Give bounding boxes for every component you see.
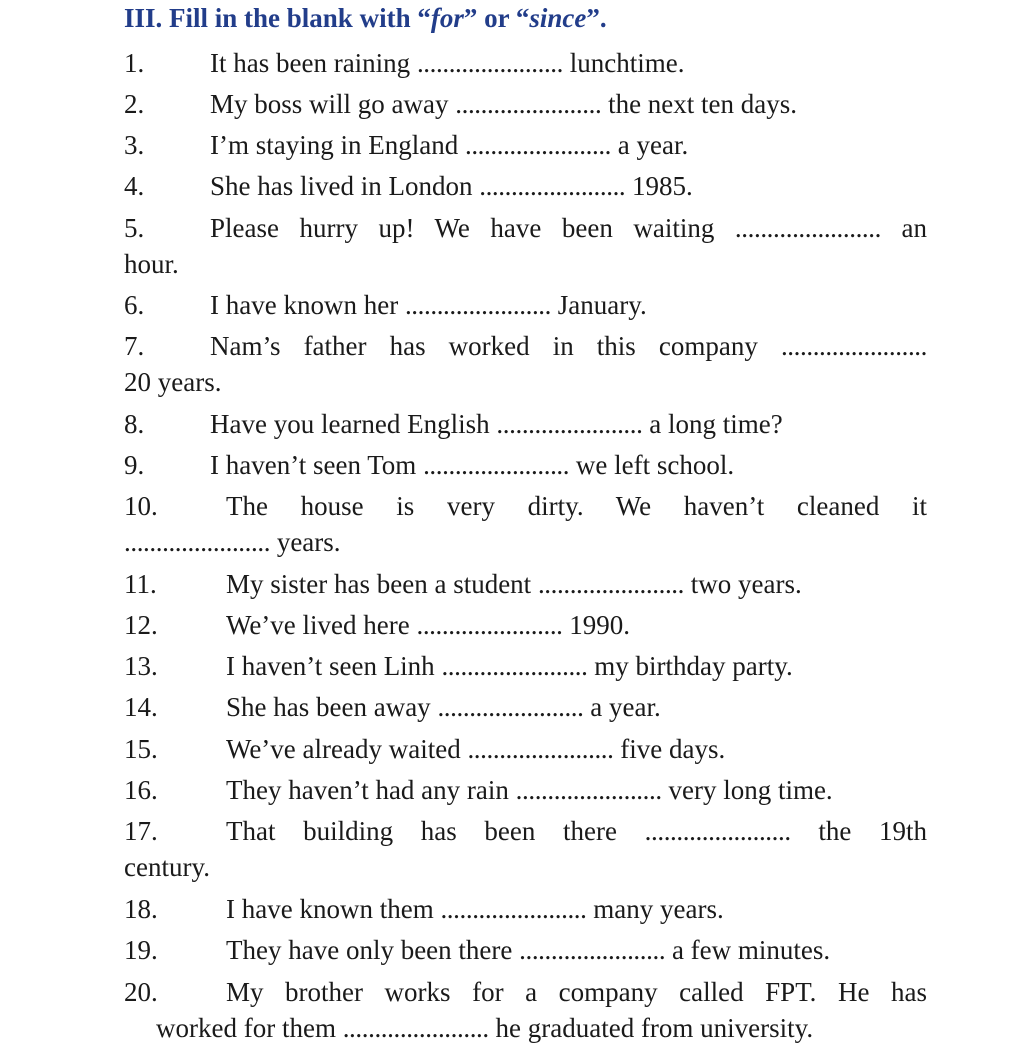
item-continuation — [124, 1010, 927, 1046]
exercise-item-1 — [124, 45, 927, 81]
answer-blank[interactable]: ....................... — [416, 610, 563, 640]
exercise-item-17 — [124, 813, 927, 885]
item-number: 3. — [124, 130, 145, 160]
item-text-after: a long time? — [649, 409, 783, 439]
item-number: 10. — [124, 491, 158, 521]
heading-prefix: III. Fill in the blank with “ — [124, 3, 431, 33]
exercise-item-11 — [124, 566, 927, 602]
item-sentence — [210, 447, 927, 483]
answer-blank[interactable]: ....................... — [441, 651, 588, 681]
item-sentence — [226, 566, 927, 602]
item-text-before: Please hurry up! We have been waiting — [210, 213, 715, 243]
item-number: 18. — [124, 894, 158, 924]
item-text-after: we left school. — [575, 450, 735, 480]
exercise-item-6 — [124, 287, 927, 323]
exercise-item-9 — [124, 447, 927, 483]
item-text-after: many years. — [593, 894, 724, 924]
exercise-item-7 — [124, 328, 927, 400]
item-text-after: years. — [276, 527, 341, 557]
item-number: 5. — [124, 213, 145, 243]
item-text-before: I have known them — [226, 894, 434, 924]
item-sentence — [210, 287, 927, 323]
answer-blank[interactable]: ....................... — [437, 692, 584, 722]
item-text-after: January. — [557, 290, 647, 320]
item-sentence — [226, 772, 927, 808]
exercise-item-12 — [124, 607, 927, 643]
item-sentence — [226, 891, 927, 927]
item-text-after: a year. — [590, 692, 661, 722]
answer-blank[interactable]: ....................... — [479, 171, 626, 201]
item-number: 6. — [124, 290, 145, 320]
item-text-after: very long time. — [668, 775, 833, 805]
item-text-after: the 19th — [818, 816, 928, 846]
item-number: 11. — [124, 569, 157, 599]
item-text-after: 1985. — [632, 171, 693, 201]
answer-blank[interactable]: ....................... — [519, 935, 666, 965]
item-number: 16. — [124, 775, 158, 805]
heading-middle: ” or “ — [463, 3, 530, 33]
item-text-before: My sister has been a student — [226, 569, 532, 599]
item-text-before: Have you learned English — [210, 409, 490, 439]
answer-blank[interactable]: ....................... — [416, 48, 563, 78]
item-sentence — [210, 406, 927, 442]
exercise-item-2 — [124, 86, 927, 122]
item-text-before: I’m staying in England — [210, 130, 459, 160]
exercise-item-15 — [124, 731, 927, 767]
item-number: 12. — [124, 610, 158, 640]
item-text-before: The house is very dirty. We haven’t cleaned it — [226, 491, 927, 521]
item-sentence — [210, 127, 927, 163]
answer-blank[interactable]: ....................... — [455, 89, 602, 119]
item-text-after: 1990. — [569, 610, 631, 640]
answer-blank[interactable]: ....................... — [780, 331, 927, 361]
item-sentence — [226, 731, 927, 767]
exercise-heading — [124, 0, 607, 38]
item-text-before: We’ve lived here — [226, 610, 410, 640]
item-number: 13. — [124, 651, 158, 681]
item-text-before: They haven’t had any rain — [226, 775, 509, 805]
exercise-item-19 — [124, 932, 927, 968]
item-text-before: Nam’s father has worked in this company — [210, 331, 758, 361]
item-sentence — [226, 488, 927, 524]
item-number: 9. — [124, 450, 145, 480]
item-number: 4. — [124, 171, 145, 201]
item-number: 7. — [124, 331, 145, 361]
answer-blank[interactable]: ....................... — [515, 775, 662, 805]
item-number: 1. — [124, 48, 145, 78]
item-text-before: That building has been there — [226, 816, 617, 846]
answer-blank[interactable]: ....................... — [537, 569, 684, 599]
answer-blank[interactable]: ....................... — [464, 130, 612, 160]
item-sentence — [226, 974, 927, 1010]
item-text-after: five days. — [620, 734, 726, 764]
item-number: 17. — [124, 816, 158, 846]
item-sentence — [210, 210, 927, 246]
item-sentence — [226, 689, 927, 725]
item-text-before: My boss will go away — [210, 89, 449, 119]
answer-blank[interactable]: ....................... — [342, 1013, 489, 1043]
item-continuation-text: worked for them — [156, 1013, 336, 1043]
exercise-item-4 — [124, 168, 927, 204]
answer-blank[interactable]: ....................... — [124, 527, 271, 557]
answer-blank[interactable]: ....................... — [496, 409, 643, 439]
exercise-item-18 — [124, 891, 927, 927]
exercise-item-10 — [124, 488, 927, 560]
item-text-before: She has been away — [226, 692, 431, 722]
exercise-item-16 — [124, 772, 927, 808]
item-text-after: an — [901, 213, 927, 243]
heading-suffix: ”. — [586, 3, 607, 33]
item-continuation — [124, 524, 927, 560]
exercise-item-5 — [124, 210, 927, 282]
item-sentence — [210, 45, 927, 81]
item-number: 2. — [124, 89, 145, 119]
item-number: 20. — [124, 977, 158, 1007]
item-text-after: a year. — [617, 130, 689, 160]
item-text-before: They have only been there — [226, 935, 513, 965]
item-number: 15. — [124, 734, 158, 764]
item-sentence — [226, 813, 927, 849]
heading-word-since: since — [529, 3, 587, 33]
answer-blank[interactable]: ....................... — [404, 290, 551, 320]
exercise-item-14 — [124, 689, 927, 725]
answer-blank[interactable]: ....................... — [644, 816, 791, 846]
item-text-after: lunchtime. — [569, 48, 685, 78]
item-text-after: the next ten days. — [608, 89, 798, 119]
item-text-before: I haven’t seen Tom — [210, 450, 417, 480]
item-sentence — [226, 648, 927, 684]
item-text-after: two years. — [690, 569, 802, 599]
item-text-before: I haven’t seen Linh — [226, 651, 435, 681]
item-sentence — [210, 86, 927, 122]
item-sentence — [226, 932, 927, 968]
answer-blank[interactable]: ....................... — [423, 450, 570, 480]
item-number: 14. — [124, 692, 158, 722]
item-text-before: We’ve already waited — [226, 734, 461, 764]
item-number: 8. — [124, 409, 145, 439]
item-text-before: She has lived in London — [210, 171, 473, 201]
exercise-item-13 — [124, 648, 927, 684]
item-text-after: my birthday party. — [594, 651, 793, 681]
exercise-item-3 — [124, 127, 927, 163]
item-text-before: It has been raining — [210, 48, 411, 78]
answer-blank[interactable]: ....................... — [467, 734, 614, 764]
item-continuation: hour. — [124, 249, 179, 279]
item-sentence — [210, 168, 927, 204]
item-continuation: 20 years. — [124, 367, 222, 397]
item-text-before: I have known her — [210, 290, 399, 320]
heading-word-for: for — [430, 3, 464, 33]
item-continuation: century. — [124, 852, 210, 882]
item-number: 19. — [124, 935, 158, 965]
answer-blank[interactable]: ....................... — [440, 894, 587, 924]
exercise-item-20 — [124, 974, 927, 1046]
answer-blank[interactable]: ....................... — [734, 213, 881, 243]
item-text-before: My brother works for a company called FPT. He has — [226, 977, 927, 1007]
item-text-after: he graduated from university. — [495, 1013, 814, 1043]
item-sentence — [226, 607, 927, 643]
item-sentence — [210, 328, 927, 364]
exercise-item-8 — [124, 406, 927, 442]
item-text-after: a few minutes. — [671, 935, 831, 965]
